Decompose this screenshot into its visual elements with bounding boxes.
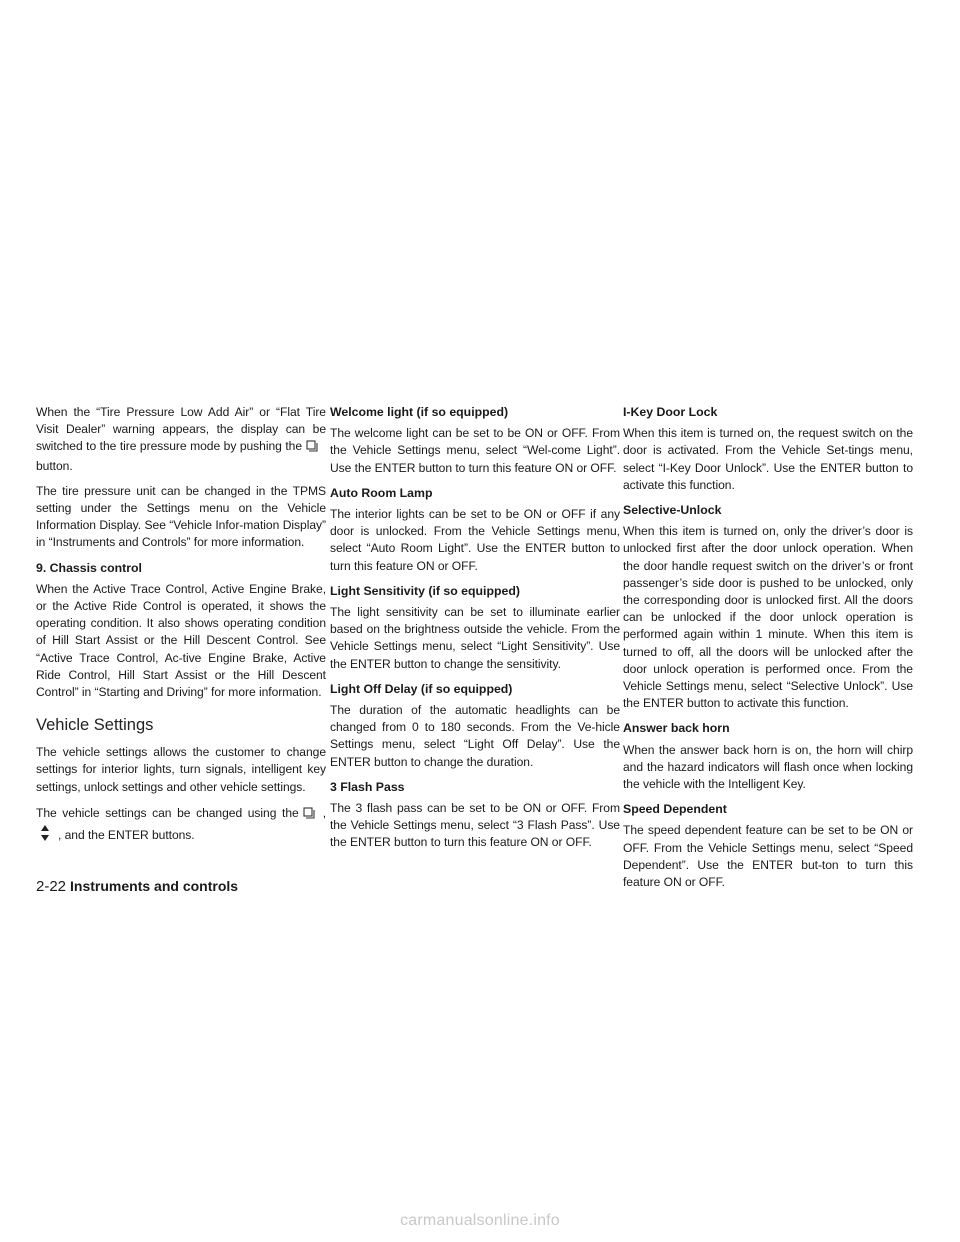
- auto-room-lamp-heading: Auto Room Lamp: [330, 485, 433, 500]
- chassis-control-heading: 9. Chassis control: [36, 560, 142, 575]
- ikey-door-lock-heading: I-Key Door Lock: [623, 405, 718, 419]
- flash-pass-heading: 3 Flash Pass: [330, 779, 405, 794]
- speed-dependent-paragraph: The speed dependent feature can be set to be ON or OFF. From the Vehicle Settings menu, select “Speed Dependent”. Use the ENTER but-ton to turn this feature ON or OFF.: [623, 823, 913, 890]
- answer-back-horn-paragraph: When the answer back horn is on, the horn will chirp and the hazard indicators will flash once when locking the vehicle with the Intelligent Key.: [623, 742, 913, 792]
- page-footer: [36, 877, 238, 896]
- speed-dependent-heading: Speed Dependent: [623, 802, 727, 817]
- watermark: carmanualsonline.info: [400, 1212, 560, 1229]
- section-title: Vehicle Settings: [36, 716, 154, 735]
- light-sensitivity-heading: Light Sensitivity (if so equipped): [330, 583, 520, 598]
- light-off-delay-heading: Light Off Delay (if so equipped): [330, 681, 513, 696]
- footer-section-title: Instruments and controls: [70, 878, 239, 894]
- vehicle-settings-buttons: The vehicle settings can be changed using the ,, and the ENTER buttons.: [36, 804, 326, 847]
- chassis-control-paragraph: When the Active Trace Control, Active Engine Brake, or the Active Ride Control is operated, it shows the operating condition. It also shows operating condition of Hill Start Assist or the Hill Descent Control. See “Active Trace Control, Ac-tive Engine Brake, Active Ride Control, Hill Start Assist or the Hill Descent Control” in “Starting and Driving” for more information.: [36, 581, 326, 700]
- selective-unlock-heading: Selective-Unlock: [623, 503, 722, 518]
- welcome-light-heading: Welcome light (if so equipped): [330, 405, 509, 419]
- light-off-delay-paragraph: The duration of the automatic headlights can be changed from 0 to 180 seconds. From the Ve-hicle Settings menu, select “Light Off Delay”. Use the ENTER button to change the duration.: [330, 703, 620, 769]
- auto-room-lamp-paragraph: The interior lights can be set to be ON or OFF if any door is unlocked. From the Vehicle Settings menu, select “Auto Room Light”. Use the ENTER button to turn this feature ON or OFF.: [330, 507, 620, 573]
- selective-unlock-paragraph: When this item is turned on, only the driver’s door is unlocked first after the door unlock operation. When the door handle request switch on the driver’s or front passenger’s side door is pushed to be unlocked, only the corresponding door is unlocked first. All the doors can be unlocked if the door unlock operation is performed again within 1 minute. When this item is turned to off, all the doors will be unlocked after the door unlock operation is performed once. From the Vehicle Settings menu, select “Selective Unlock”. Use the ENTER button to activate this function.: [623, 524, 913, 711]
- column-1: [36, 404, 326, 855]
- light-sensitivity-paragraph: The light sensitivity can be set to illuminate earlier based on the brightness outside the vehicle. From the Vehicle Settings menu, select “Light Sensitivity”. Use the ENTER button to change the sensitivity.: [330, 605, 620, 671]
- flash-pass-paragraph: The 3 flash pass can be set to be ON or OFF. From the Vehicle Settings menu, select “3 Flash Pass”. Use the ENTER button to turn this feature ON or OFF.: [330, 801, 620, 850]
- column-2: [330, 404, 620, 860]
- vehicle-settings-intro: The vehicle settings allows the customer to change settings for interior lights, turn signals, intelligent key settings, unlock settings and other vehicle settings.: [36, 745, 326, 794]
- display-toggle-icon: [306, 440, 318, 457]
- answer-back-horn-heading: Answer back horn: [623, 721, 730, 736]
- page-number: 2-22: [36, 878, 67, 895]
- welcome-light-paragraph: The welcome light can be set to be ON or OFF. From the Vehicle Settings menu, select “Wel-come Light”. Use the ENTER button to turn this feature ON or OFF.: [330, 426, 620, 475]
- tire-pressure-paragraph: When the “Tire Pressure Low Add Air” or “Flat Tire Visit Dealer” warning appears, the display can be switched to the tire pressure mode by pushing thebutton.: [36, 405, 326, 473]
- up-down-arrows-icon: [40, 825, 50, 847]
- tire-unit-paragraph: The tire pressure unit can be changed in the TPMS setting under the Settings menu on the Vehicle Information Display. See “Vehicle Infor-mation Display” in “Instruments and Controls” for more information.: [36, 483, 326, 550]
- display-toggle-icon: [303, 806, 315, 825]
- ikey-door-lock-paragraph: When this item is turned on, the request switch on the door is activated. From the Vehicle Set-tings menu, select “I-Key Door Unlock”. Use the ENTER button to activate this function.: [623, 426, 913, 492]
- column-3: [623, 404, 913, 899]
